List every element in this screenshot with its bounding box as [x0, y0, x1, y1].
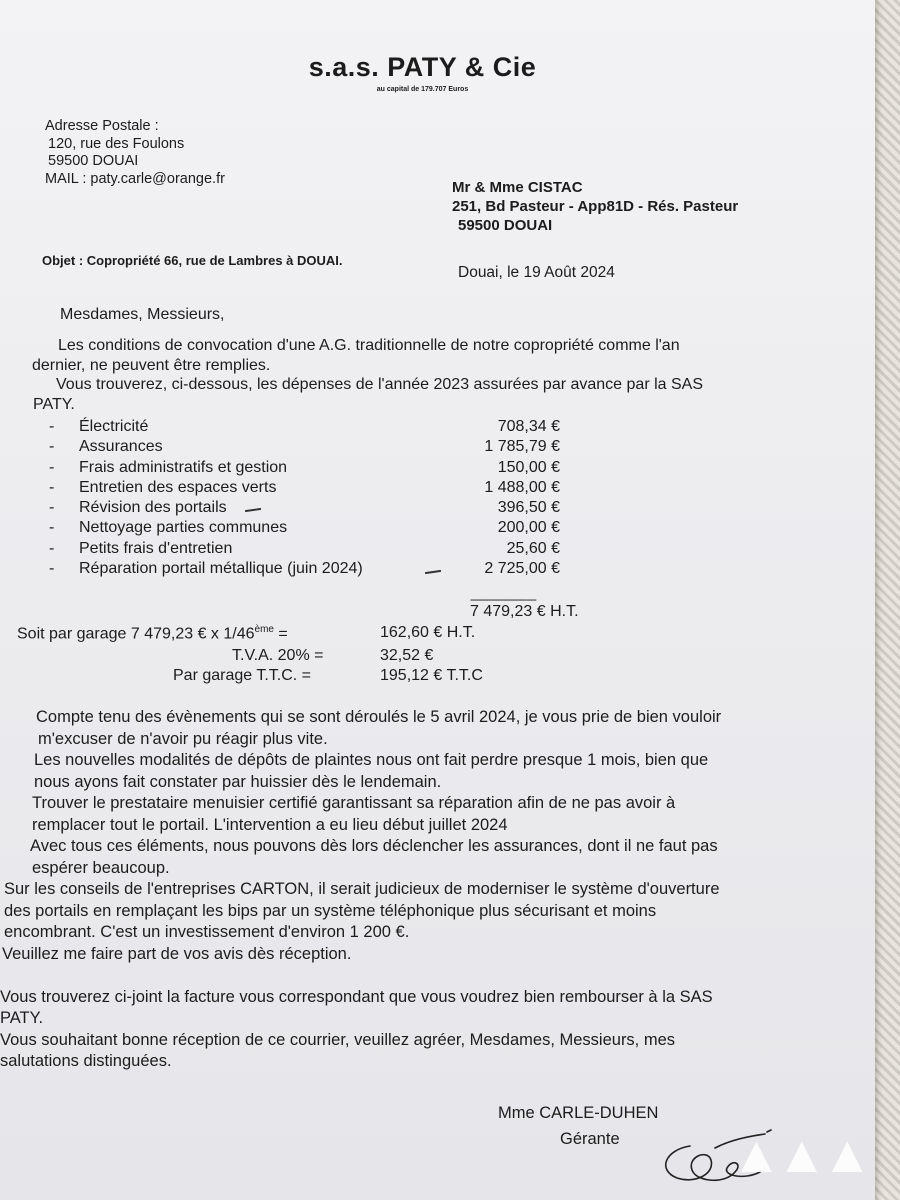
expense-row: [45, 540, 605, 560]
per-garage-label-text: Soit par garage 7 479,23 € x 1/46: [17, 625, 255, 643]
intro-line: Les conditions de convocation d'une A.G. traditionnelle de notre copropriété comme l'an: [58, 337, 680, 354]
expense-row: [45, 560, 605, 580]
expense-amount: 1 488,00 €: [484, 478, 560, 496]
body-line: Vous trouverez ci-joint la facture vous correspondant que vous voudrez bien rembourser à la SAS: [0, 987, 713, 1006]
sender-mail: MAIL : paty.carle@orange.fr: [45, 170, 225, 187]
expense-amount: 708,34 €: [497, 418, 560, 435]
list-dash: -: [49, 478, 55, 496]
handwritten-tick-mark: [425, 570, 441, 574]
intro-line: dernier, ne peuvent être remplies.: [32, 356, 271, 374]
total-amount: 7 479,23 € H.T.: [470, 603, 579, 620]
intro-line: Vous trouverez, ci-dessous, les dépenses de l'année 2023 assurées par avance par la SAS: [56, 376, 704, 393]
expense-label: Réparation portail métallique (juin 2024): [79, 560, 363, 578]
expense-row: [45, 418, 605, 438]
expense-row: [45, 499, 605, 519]
body-line: m'excuser de n'avoir pu réagir plus vite.: [38, 729, 328, 748]
sender-street: 120, rue des Foulons: [48, 135, 185, 152]
expense-row: [45, 459, 605, 479]
expense-label: Assurances: [79, 438, 163, 456]
body-line: PATY.: [0, 1009, 44, 1027]
tva-label: T.V.A. 20% =: [232, 647, 324, 664]
handwritten-tick-mark: [245, 508, 261, 512]
sender-label: Adresse Postale :: [45, 118, 159, 134]
ttc-label: Par garage T.T.C. =: [173, 667, 311, 684]
list-dash: -: [49, 499, 55, 517]
watermark-logo: ▲▲▲: [730, 1126, 867, 1184]
sum-separator: ----------------------: [470, 592, 536, 606]
list-dash: -: [49, 539, 55, 557]
list-dash: -: [49, 418, 55, 435]
expense-amount: 396,50 €: [497, 499, 560, 517]
list-dash: -: [49, 458, 55, 476]
signer-title: Gérante: [560, 1130, 620, 1148]
letter-body: [0, 707, 870, 1073]
body-line: Les nouvelles modalités de dépôts de plaintes nous ont fait perdre presque 1 mois, bien que: [34, 751, 709, 769]
body-line: encombrant. C'est un investissement d'environ 1 200 €.: [4, 923, 410, 941]
company-name: s.a.s. PATY & Cie: [308, 52, 537, 82]
body-line: espérer beaucoup.: [32, 858, 170, 877]
sender-address: [45, 118, 225, 188]
recipient-name: Mr & Mme CISTAC: [452, 179, 583, 196]
signer-name: Mme CARLE-DUHEN: [498, 1104, 659, 1122]
letter-date: Douai, le 19 Août 2024: [458, 264, 615, 281]
recipient-street: 251, Bd Pasteur - App81D - Rés. Pasteur: [452, 198, 739, 215]
body-line: Sur les conseils de l'entreprises CARTON, il serait judicieux de moderniser le système d'ouverture: [4, 880, 720, 898]
expense-amount: 1 785,79 €: [484, 438, 560, 456]
body-line: des portails en remplaçant les bips par un système téléphonique plus sécurisant et moins: [4, 901, 657, 920]
sender-city: 59500 DOUAI: [48, 153, 139, 169]
closing-block: [498, 1100, 658, 1152]
per-garage-value: 162,60 € H.T.: [380, 624, 476, 641]
body-line: remplacer tout le portail. L'intervention a eu lieu début juillet 2024: [32, 815, 508, 834]
expense-amount: 200,00 €: [497, 519, 560, 537]
per-garage-superscript: ème: [254, 624, 274, 635]
expense-label: Électricité: [79, 418, 149, 435]
expense-amount: 25,60 €: [506, 539, 560, 557]
expense-label: Entretien des espaces verts: [79, 478, 277, 496]
intro-line: PATY.: [33, 395, 75, 413]
body-line: Veuillez me faire part de vos avis dès réception.: [2, 944, 352, 963]
per-garage-label: [17, 624, 288, 643]
expense-row: [45, 438, 605, 458]
expense-row: [45, 519, 605, 539]
list-dash: -: [49, 438, 55, 456]
body-line: Trouver le prestataire menuisier certifié garantissant sa réparation afin de ne pas avoir à: [32, 794, 676, 812]
salutation: Mesdames, Messieurs,: [60, 306, 225, 323]
expense-amount: 150,00 €: [497, 458, 560, 476]
per-garage-equals: =: [273, 625, 288, 643]
expense-label: Révision des portails: [79, 499, 227, 517]
tva-value: 32,52 €: [380, 647, 434, 664]
expense-amount: 2 725,00 €: [484, 560, 560, 578]
letter-subject: Objet : Copropriété 66, rue de Lambres à DOUAI.: [42, 253, 343, 268]
body-line: Vous souhaitant bonne réception de ce courrier, veuillez agréer, Mesdames, Messieurs, mes: [0, 1030, 676, 1049]
expense-list: [45, 418, 605, 580]
expense-label: Petits frais d'entretien: [79, 539, 233, 557]
body-line: salutations distinguées.: [0, 1052, 172, 1070]
expense-row: [45, 479, 605, 499]
body-line-blank: [0, 965, 870, 987]
list-dash: -: [49, 519, 55, 537]
company-capital: au capital de 179.707 Euros: [376, 86, 469, 93]
body-line: nous ayons fait constater par huissier dès le lendemain.: [34, 772, 442, 791]
expense-label: Frais administratifs et gestion: [79, 458, 288, 476]
intro-paragraph: [32, 336, 792, 414]
recipient-address: [452, 178, 738, 235]
list-dash: -: [49, 560, 55, 578]
body-line: Compte tenu des évènements qui se sont déroulés le 5 avril 2024, je vous prie de bien vouloir: [36, 708, 722, 726]
expense-label: Nettoyage parties communes: [79, 519, 288, 537]
recipient-city: 59500 DOUAI: [458, 217, 553, 234]
ttc-value: 195,12 € T.T.C: [380, 667, 483, 684]
body-line: Avec tous ces éléments, nous pouvons dès lors déclencher les assurances, dont il ne faut pas: [30, 837, 718, 855]
